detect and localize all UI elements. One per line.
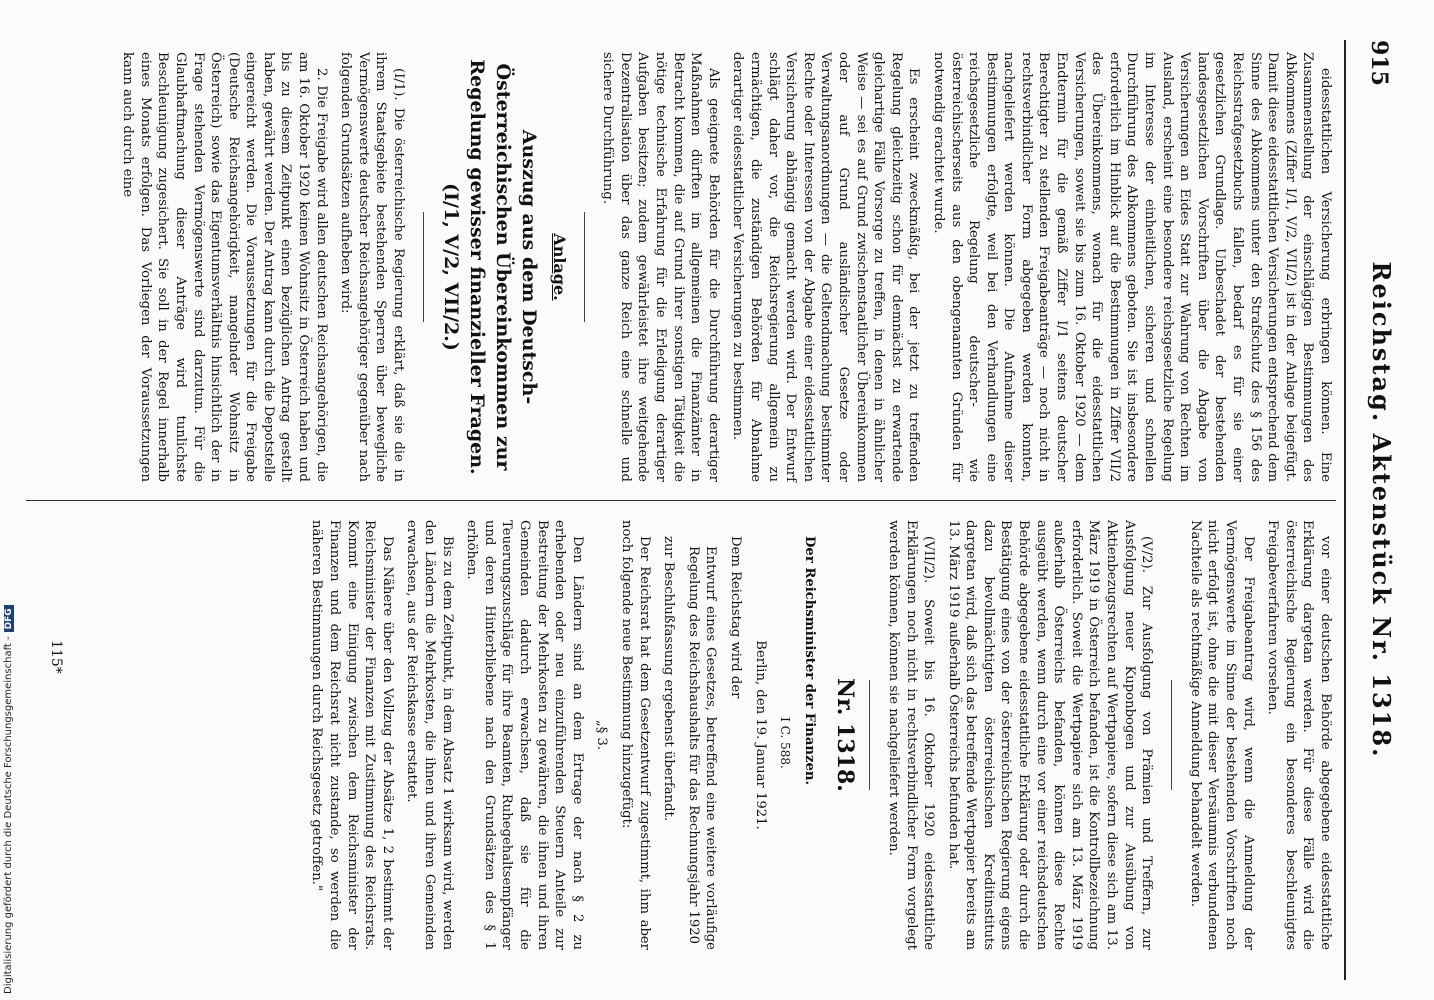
document-number-heading: Nr. 1318. <box>832 678 859 792</box>
digitization-note-text: Digitalisierung gefördert durch die Deutsche Forschungsgemeinschaft - <box>3 636 14 994</box>
right-column <box>301 520 1334 950</box>
date-line: Berlin, den 19. Januar 1921. <box>752 640 768 830</box>
paragraph: Der Freigabeantrag wird, wenn die Anmeldung der Vermögenswerte im Sinne der bestehenden Vorschriften noch nicht erfolgt ist, ohne die mit dieser Versäumnis verbundenen Nachteile als rechtmäßige Anmeldung behandelt werden. <box>1187 520 1256 950</box>
paragraph: (V/2). Zur Ausfolgung von Prämien und Treffern, zur Ausfolgung neuer Kuponbogen und zur Ausübung von Aktienbezugsrechten auf Wertpapiere, sofern diese sich am 13. März 1919 in Österreich befanden, ist die Kontrollbezeichnung erforderlich. Soweit die Wertpapiere sich am 13. März 1919 außerhalb Österreichs befanden, können diese Rechte ausgeübt werden, wenn durch eine vor einer reichsdeutschen Behörde abgegebene eidesstattliche Erklärung oder durch die Bestätigung eines von der österreichischen Regierung eigens dazu bevollmächtigten österreichischen Kreditinstituts dargetan wird, daß sich das betreffende Wertpapier bereits am 13. März 1919 außerhalb Österreichs befunden hat. <box>945 520 1155 950</box>
sender-line: Der Reichsminister der Finanzen. <box>801 536 817 786</box>
paragraph: Den Ländern sind an dem Ertrage der nach § 2 zu erhebenden oder neu einzuführenden Steuern Anteile zur Bestreitung der Mehrkosten zu gewähren, die ihnen und ihren Gemeinden dadurch erwachsen, daß sie für die Teuerungszuschläge für ihre Beamten, Ruhegehaltsempfänger und deren Hinterbliebene nach den Grundsätzen des § 1 erhöhen. <box>464 520 585 950</box>
page-title: Reichstag. Aktenstück Nr. 1318. <box>1367 261 1396 759</box>
submission-line: zur Beschlußfassung ergebenst überfandt. <box>661 536 677 822</box>
appendix-title: Auszug aus dem Deutsch-Österreichischen Übereinkommen zur Regelung gewisser finanzieller Fragen. (I/1, V/2, VII/2.) <box>440 59 541 475</box>
paragraph: Bis zu dem Zeitpunkt, in dem Absatz 1 wirksam wird, werden den Ländern die Mehrkosten, die ihnen und ihren Gemeinden erwachsen, aus der Reichskasse erstattet. <box>404 520 455 950</box>
paragraph: (VII/2). Soweit bis 16. Oktober 1920 eidesstattliche Erklärungen noch nicht in rechtsverbindlicher Form vorgelegt werden können, können sie nachgeliefert werden. <box>885 520 937 950</box>
separator-rule <box>869 680 870 790</box>
separator-rule <box>584 212 585 322</box>
column-divider <box>26 500 1336 501</box>
page-number: 915 <box>1366 40 1392 86</box>
paragraph: (I/1). Die österreichische Regierung erklärt, daß sie die in ihrem Staatsgebiete bestehenden Sperren über bewegliche Vermögenswerte deutscher Reichsangehöriger gegenüber nach folgenden Grundsätzen aufheben wird: <box>338 52 407 482</box>
separator-rule <box>423 212 424 322</box>
appendix-label: Anlage. <box>549 233 569 301</box>
left-column <box>112 52 1334 482</box>
address-line: Dem Reichstag wird der <box>727 536 743 699</box>
draft-title: Entwurf eines Gesetzes, betreffend eine weitere vorläufige Regelung des Reichshaushalts für das Rechnungsjahr 1920 <box>685 546 719 950</box>
separator-rule <box>1171 680 1172 790</box>
paragraph: Das Nähere über den Vollzug der Absätze 1, 2 bestimmt der Reichsminister der Finanzen mit Zustimmung des Reichsrats. Kommt eine Einigung zwischen dem Reichsminister der Finanzen und dem Reichsrat nicht zustande, so werden die näheren Bestimmungen durch Reichsgesetz getroffen." <box>309 520 395 950</box>
paragraph: Der Reichsrat hat dem Gesetzentwurf zugestimmt, ihm aber noch folgende neue Bestimmung hinzugefügt: <box>619 520 652 950</box>
sheet-number: 115* <box>48 640 64 674</box>
paragraph: vor einer deutschen Behörde abgegebene eidesstattliche Erklärung dargetan werden. Für diese Fälle wird die österreichische Regierung ein besonderes beschleunigtes Freigabeverfahren vorsehen. <box>1265 520 1333 950</box>
paragraph: eidesstattlichen Versicherung erbringen können. Eine Zusammenstellung der einschlägigen Bestimmungen des Abkommens (Ziffer I/1, V/2, VII/2) ist in der Anlage beigefügt. Damit diese eidesstattlichen Versicherungen entsprechend dem Sinne des Abkommens unter den Strafschutz des § 156 des Reichsstrafgesetzbuchs fallen, bedarf es für sie einer gesetzlichen Grundlage. Unbeschadet der bestehenden landesgesetzlichen Vorschriften über die Abgabe von Versicherungen an Eides Statt zur Wahrung von Rechten im Ausland, erscheint eine besondere reichsgesetzliche Regelung im Interesse der einheitlichen, sicheren und schnellen Durchführung des Abkommens geboten. Sie ist insbesondere erforderlich im Hinblick auf die Bestimmungen in Ziffer VII/2 des Übereinkommens, wonach für die eidesstattlichen Versicherungen, soweit sie bis zum 16. Oktober 1920 — dem Endtermin für die gemäß Ziffer I/1 seitens deutscher Berechtigter zu stellenden Freigabeanträge — noch nicht in rechtsverbindlicher Form abgegeben werden konnten, nachgeliefert werden können. Die Aufnahme dieser Bestimmungen erfolgte, weil bei den Verhandlungen eine reichsgesetzliche Regelung deutscher- wie österreichischerseits aus den obengenannten Gründen für notwendig erachtet wurde. <box>930 52 1333 482</box>
section-heading: „§ 3. <box>594 719 610 751</box>
digitization-strip <box>0 0 18 1000</box>
digitization-note <box>3 605 14 994</box>
paragraph: Es erscheint zweckmäßig, bei der jetzt zu treffenden Regelung gleichzeitig schon für demnächst zu erwartende gleichartige Fälle Vorsorge zu treffen, in denen in ähnlicher Weise — sei es auf Grund zwischenstaatlicher Übereinkommen oder auf Grund ausländischer Gesetze oder Verwaltungsanordnungen — die Geltendmachung bestimmter Rechte oder Interessen von der Abgabe einer eidesstattlichen Versicherung abhängig gemacht werden wird. Der Entwurf schlägt daher vor, die Reichsregierung allgemein zu ermächtigen, die zuständigen Behörden für Abnahme derartiger eidesstattlicher Versicherungen zu bestimmen. <box>730 52 922 482</box>
reference-number: I C. 588. <box>778 717 793 769</box>
page-header <box>1344 40 1406 980</box>
paragraph: 2. Die Freigabe wird allen deutschen Reichsangehörigen, die am 16. Oktober 1920 keinen Wohnsitz in Österreich haben und bis zu diesem Zeitpunkt einen bezüglichen Antrag gestellt haben, gewährt werden. Der Antrag kann durch die Depotstelle eingereicht werden. Die Voraussetzungen für die Freigabe (Deutsche Reichsangehörigkeit, mangelnder Wohnsitz in Österreich) sowie das Eigentumsverhältnis hinsichtlich der in Frage stehenden Vermögenswerte sind darzutun. Für die Glaubhaftmachung dieser Anträge wird tunlichste Beschleunigung zugesichert. Sie soll in der Regel innerhalb eines Monats erfolgen. Das Vorliegen der Voraussetzungen kann auch durch eine <box>120 52 329 482</box>
paragraph: Als geeignete Behörden für die Durchführung derartiger Maßnahmen dürften im allgemeinen die Finanzämter in Betracht kommen, die auf Grund ihrer sonstigen Tätigkeit die nötige technische Erfahrung für die Erledigung derartiger Aufgaben besitzen; zudem gewährleistet ihre weitgehende Dezentralisation über das ganze Reich eine schnelle und sichere Durchführung. <box>600 52 721 482</box>
dfg-logo: DFG <box>4 605 14 632</box>
